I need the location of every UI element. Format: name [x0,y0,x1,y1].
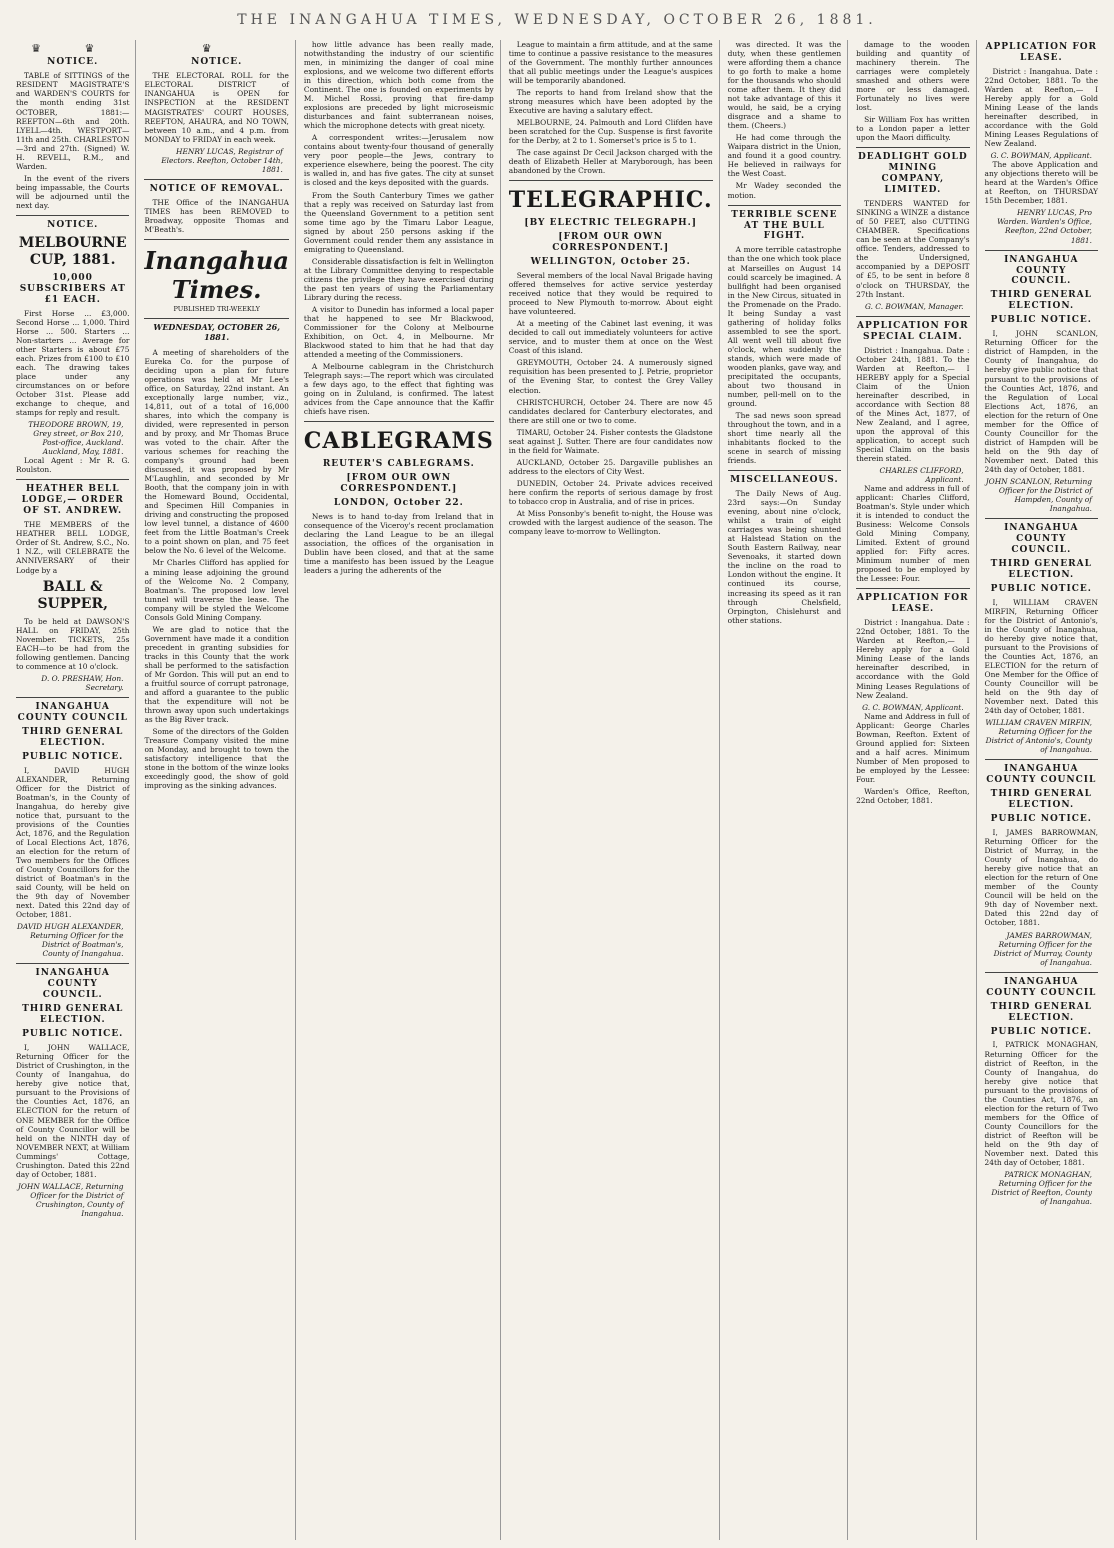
ball-heading: BALL & SUPPER, [37,578,108,612]
council-public-notice: PUBLIC NOTICE. [990,814,1092,825]
news-paragraph: was directed. It was the duty, when these gentlemen were affording them a chance to go forth to make a home for the thousands who should come after them. It they did not take advantage of this it would, he said, be a crying disgrace and a shame to them. (Cheers.) [727,40,842,131]
tele-paragraph: Several members of the local Naval Brigade having offered themselves for active service yesterday received notice that they would be required to proceed to New Plymouth to-morrow. About eight have volunteered. [508,271,713,317]
divider [856,588,969,589]
divider [16,697,129,698]
news-paragraph: MELBOURNE, 24. Palmouth and Lord Clifden have been scratched for the Cup. Suspense is first favorite for the Derby, at 2 to 1. Somerset's price is 5 to 1. [508,118,713,146]
divider [144,239,288,240]
claim-heading: APPLICATION FOR SPECIAL CLAIM. [857,320,969,342]
council-signature: JAMES BARROWMAN, Returning Officer for the District of Murray, County of Inangahua. [993,930,1092,967]
bull-paragraph: A more terrible catastrophe than the one which took place at Marseilles on August 14 could scarcely be imagined. A bullfight had been organised in the New Circus, situated in the Promenade on the Prado. It being Sunday a vast gathering of holiday folks assembled to see the sport. All went well till about five o'clock, when suddenly the stands, which were made of wooden planks, gave way, and precipitated the occupants, about two thousand in number, pell-mell on to the ground. [727,245,842,408]
news-paragraph: Sir William Fox has written to a London paper a letter upon the Maori difficulty. [856,115,970,143]
council-public-notice: PUBLIC NOTICE. [990,315,1092,326]
tender-heading: DEADLIGHT GOLD MINING COMPANY, LIMITED. [857,152,968,196]
telegraphic-heading: TELEGRAPHIC. [508,187,713,214]
crest: ♛ [201,42,232,55]
council-heading: INANGAHUA COUNTY COUNCIL. [35,968,110,1001]
divider [16,479,129,480]
news-paragraph: League to maintain a firm attitude, and at the same time to continue a passive resistance to the measures of the Government. The monthly further announces that all public meetings under the League's auspices will be temporarily abandoned. [508,40,713,86]
council-notice-antonios [985,523,1098,754]
leader-paragraph: We are glad to notice that the Government have made it a condition precedent in granting subsidies for tracks in this County that the work shall be performed to the satisfaction of Mr Gordon. This will put an end to a fruitful source of corrupt patronage, and afford a guarantee to the public that the expenditure will not be thrown away upon such undertakings as the Big River track. [144,624,289,725]
news-paragraph: The case against Dr Cecil Jackson charged with the death of Elizabeth Heller at Maryborough, has been abandoned by the Crown. [508,148,713,176]
removal-notice [144,184,288,234]
warden-office: Warden's Office, Reefton, 22nd October, 1881. [856,786,970,805]
cable-place: LONDON, October 22. [333,497,464,508]
council-signature: WILLIAM CRAVEN MIRFIN, Returning Officer for the District of Antonio's, County of Inangahua. [985,718,1092,755]
council-sub: THIRD GENERAL ELECTION. [990,558,1092,580]
lease-heading: APPLICATION FOR LEASE. [985,42,1098,63]
lodge-heading: HEATHER BELL LODGE,— ORDER OF ST. ANDREW. [21,484,124,517]
council-body: I, JOHN WALLACE, Returning Officer for the District of Crushington, in the County of Inangahua, do hereby give notice that, pursuant to the Provisions of the Counties Act, 1876, an ELECTION for the return of ONE MEMBER for the Office of County Councillor will be held on the NINTH day of NOVEMBER NEXT, at William Cummings' Cottage, Crushington. Dated this 22nd day of October, 1881. [16,1043,130,1179]
divider [509,180,713,181]
tele-paragraph: CHRISTCHURCH, October 24. There are now 45 candidates declared for Canterbury electorates, and there are still one or two to come. [508,397,713,425]
bull-heading: TERRIBLE SCENE AT THE BULL FIGHT. [731,209,838,242]
lease-body: District : Inangahua. Date : 22nd October, 1881. To the Warden at Reefton,— I Hereby apply for a Gold Mining Lease of the lands hereinafter described, in accordance with the Gold Mining Leases Regulations of New Zealand. [984,66,1098,149]
misc-continued [856,40,969,142]
council-signature: DAVID HUGH ALEXANDER, Returning Officer for the District of Boatman's, County of Inangahua. [16,922,124,959]
divider [985,972,1098,973]
leader-paragraph: Mr Charles Clifford has applied for a mining lease adjoining the ground of the Welcome No. 2 Company, Boatman's. The proposed low level tunnel will traverse the lease. The company will be styled the Welcome Consols Gold Mining Company. [144,558,289,622]
page-columns [14,40,1104,1540]
cable-body: News is to hand to-day from Ireland that in consequence of the Viceroy's recent proclamation declaring the Land League to be an illegal association, the offices of the organisation in Dublin have been closed, and that at the same time a manifesto has been issued by the League leaders a juring the adherents of the [303,511,494,576]
council-sub: THIRD GENERAL ELECTION. [22,1004,124,1026]
tele-source: [FROM OUR OWN CORRESPONDENT.] [552,232,670,254]
council-signature: JOHN WALLACE, Returning Officer for the District of Crushington, County of Inangahua. [17,1181,124,1218]
cup-agent: Local Agent : Mr R. G. Roulston. [16,456,130,475]
lease-notice [985,42,1098,245]
telegraphic-section [509,218,713,536]
council-sub: THIRD GENERAL ELECTION. [22,726,124,748]
tender-signature: G. C. BOWMAN, Manager. [864,301,964,311]
ball-signature: D. O. PRESHAW, Hon. Secretary. [41,673,124,692]
cable-continued [509,40,713,175]
tele-paragraph: GREYMOUTH, October 24. A numerously signed requisition has been presented to J. Petrie, proprietor of the Evening Star, to contest the Grey Valley election. [508,358,713,395]
issue-date: WEDNESDAY, OCTOBER 26, 1881. [153,322,281,343]
divider [856,316,969,317]
railway-report [728,40,841,200]
leader-paragraph: Some of the directors of the Golden Treasure Company visited the mine on Monday, and brought to town the satisfactory intelligence that the stone in the bottom of the winze looks exceedingly good, the show of gold improving as the sinking advances. [144,727,289,791]
cup-advert [16,220,129,475]
tele-paragraph: TIMARU, October 24. Fisher contests the Gladstone seat against J. Sutter. There are four candidates now in the field for Waimate. [508,427,713,455]
council-body: I, WILLIAM CRAVEN MIRFIN, Returning Officer for the District of Antonio's, in the County of Inangahua, do hereby give notice that, pursuant to the Provisions of the Counties Act, 1876, an ELECTION for the return of One Member for the Office of County Councillor will be held on the 9th day of November next. Dated this 24th day of October, 1881. [984,597,1098,716]
council-notice-reefton [985,977,1098,1206]
cup-body: First Horse ... £3,000. Second Horse ... 1,000. Third Horse ... 500. Starters ... Non-starters ... Average for other Starters is about £75 each. Prizes from £100 to £10 each. The drawing takes place under any circumstances on or before October 31st. Please add exchange to cheque, and stamps for reply and result. [16,308,130,418]
leader-article [144,348,288,791]
news-paragraph: Mr Wadey seconded the motion. [727,181,842,200]
removal-heading: NOTICE OF REMOVAL. [149,183,284,194]
crest: ♛ ♛ [31,42,115,55]
council-sub: THIRD GENERAL ELECTION. [990,789,1092,811]
council-body: I, JOHN SCANLON, Returning Officer for the district of Hampden, in the County of Inangahua, do hereby give public notice that pursuant to the provisions of the Counties Act, 1876, and the Regulation of Local Elections Act, 1876, an election for the return of One member for the Office of County Councillor for the district of Hampden will be held on the 9th day of November next. Dated this 24th day of October, 1881. [984,329,1098,474]
cup-sub: 10,000 SUBSCRIBERS AT £1 EACH. [19,272,126,305]
council-signature: JOHN SCANLON, Returning Officer for the District of Hampden, County of Inangahua. [985,476,1092,513]
special-claim-notice [856,321,969,584]
misc-heading: MISCELLANEOUS. [730,475,839,486]
council-body: I, PATRICK MONAGHAN, Returning Officer for the district of Reefton, in the County of Inangahua, do hereby give notice that pursuant to the provisions of the Counties Act, 1876, an election for the return of Two members for the Office of County Councillors for the district of Reefton will be held on the 9th day of November next. Dated this 24th day of October, 1881. [984,1040,1098,1167]
tele-paragraph: At Miss Ponsonby's benefit to-night, the House was crowded with the largest audience of the season. The company leave to-morrow to Wellington. [508,508,713,536]
leader-paragraph: A meeting of shareholders of the Eureka Co. for the purpose of deciding upon a plan for future operations was held at Mr Lee's office, on Saturday, 22nd instant. An exceptionally large number, viz., 14,811, out of a total of 16,000 shares, into which the company is divided, were represented in person and by proxy, and Mr Thomas Bruce was voted to the chair. After the various schemes for reaching the company's ground had been discussed, it was proposed by Mr M'Laughlin, and seconded by Mr Booth, that the company join in with the Homeward Bound, Occidental, and Specimen Hill Companies in driving and constructing the proposed low level tunnel, a distance of 4600 feet from the Little Boatman's Creek to a point shown on plan, and 75 feet below the No. 6 level of the Welcome. [144,347,289,556]
lodge-body: THE MEMBERS of the HEATHER BELL LODGE, Order of St. Andrew, S.C., No. 1 N.Z., will CELEBRATE the ANNIVERSARY of their Lodge by a [16,520,130,575]
cup-heading: MELBOURNE CUP, 1881. [18,234,127,268]
claim-signature: CHARLES CLIFFORD, Applicant. [879,465,964,484]
council-notice-hampden [985,255,1098,513]
notice-signature: HENRY LUCAS, Registrar of Electors. Reefton, October 14th, 1881. [161,146,283,174]
tele-place: WELLINGTON, October 25. [530,257,691,268]
notice-body: THE ELECTORAL ROLL for the ELECTORAL DISTRICT of INANGAHUA is OPEN for INSPECTION at the RESIDENT MAGISTRATES' COURT HOUSES, REEFTON, AHAURA, and NO TOWN, between 10 a.m., and 4 p.m. from MONDAY to FRIDAY in each week. [144,71,289,144]
lease-heading: APPLICATION FOR LEASE. [857,593,969,615]
news-paragraph: A Melbourne cablegram in the Christchurch Telegraph says:—The report which was circulated a few days ago, to the effect that fighting was going on in Zululand, is confirmed. The latest advices from the Cape announce that the Kaffir chiefs have risen. [303,362,494,417]
news-paragraph: From the South Canterbury Times we gather that a reply was received on Saturday last from the Queensland Government to a petition sent some time ago by the Timaru Labor League, signed by about 250 persons asking if the Government could render them any assistance in emigrating to Queensland. [303,190,494,254]
news-paragraph: Considerable dissatisfaction is felt in Wellington at the Library Committee denying to respectable citizens the privilege they have exercised during the past ten years of using the Parliamentary Library during the recess. [303,256,494,302]
divider [856,147,969,148]
council-body: I, DAVID HUGH ALEXANDER, Returning Officer for the District of Boatman's, in the County of Inangahua, do hereby give notice that, pursuant to the provisions of the Counties Act, 1876, and the Regulation of Local Elections Act, 1876, an election for the return of Two members for the Offices of County Councillors for the district of Boatman's in the said County, will be held on the 9th day of November next. Dated this 22nd day of October, 1881. [16,765,130,920]
cup-signature: THEODORE BROWN, 19, Grey street, or Box 210, Post-office, Auckland. Auckland, May, 1881. [28,420,124,457]
news-paragraph: how little advance has been really made, notwithstanding the industry of our scientific men, in minimizing the danger of coal mine explosions, and we welcome two different efforts in this direction, which both come from the Continent. The one is founded on experiments by M. Michel Rossi, proving that fire-damp explosions are preceded by light microseismic disturbances and faint subterranean noises, which the microphone detects with great nicety. [303,40,494,131]
council-public-notice: PUBLIC NOTICE. [990,583,1092,594]
news-paragraph: He had come through the Waipara district in the Union, and found it a good country. He believed in railways for the West Coast. [727,133,842,179]
electoral-notice [144,57,288,173]
nameplate-sub: PUBLISHED TRI-WEEKLY [173,305,260,314]
divider [728,205,841,206]
news-paragraph: A visitor to Dunedin has informed a local paper that he happened to see Mr Blackwood, Commissioner for the Colony at Melbourne Exhibition, on Oct. 4, in Melbourne. Mr Blackwood stated to him that he had that day attended a meeting of the Commissioners. [303,304,494,360]
divider [16,963,129,964]
misc-paragraph: The Daily News of Aug. 23rd says:—On Sunday evening, about nine o'clock, whilst a train of eight carriages was being shunted at Halstead Station on the South Eastern Railway, near Sevenoaks, it started down the incline on the road to London without the engine. It continued its course, increasing its speed as it ran through Chelsfield, Orpington, Chislehurst and other stations. [727,489,842,625]
council-sub: THIRD GENERAL ELECTION. [990,1001,1092,1023]
cablegrams-heading: CABLEGRAMS [303,428,494,455]
council-notice-murray [985,764,1098,966]
cable-source: [FROM OUR OWN CORRESPONDENT.] [340,473,458,495]
notice-note: In the event of the rivers being impassable, the Courts will be adjourned until the next day. [16,173,130,210]
council-body: I, JAMES BARROWMAN, Returning Officer for the District of Murray, in the County of Inangahua, do hereby give notice that an election for the return of One member of the County Council will be held on the 9th day of November next. Dated this 22nd day of October, 1881. [984,828,1098,928]
lease-details: The above Application and any objections thereto will be heard at the Warden's Office at Reefton, on THURSDAY 15th December, 1881. [984,160,1098,206]
divider [144,179,288,180]
council-sub: THIRD GENERAL ELECTION. [990,290,1092,312]
council-heading: INANGAHUA COUNTY COUNCIL [986,976,1097,998]
news-paragraph: The reports to hand from Ireland show that the strong measures which have been adopted by the Executive are having a salutary effect. [508,88,713,116]
bull-paragraph: The sad news soon spread throughout the town, and in a short time nearly all the inhabitants flocked to the scene in search of missing friends. [727,411,842,466]
council-public-notice: PUBLIC NOTICE. [22,751,124,762]
claim-body: District : Inangahua. Date : October 24th, 1881. To the Warden at Reefton,— I HEREBY apply for a Special Claim of the Union hereinafter described, in accordance with Section 88 of the Mines Act, 1877, of New Zealand, and I agree, upon the approval of this application, to accept such Special Claim on the basis therein stated. [856,345,970,463]
tender-body: TENDERS WANTED for SINKING a WINZE a distance of 50 FEET, also CUTTING CHAMBER. Specifications can be seen at the Company's office. Tenders, addressed to the Undersigned, accompanied by a DEPOSIT of £5, to be sent in before 8 o'clock on THURSDAY, the 27th Instant. [856,199,970,299]
tele-sub: [BY ELECTRIC TELEGRAPH.] [524,218,698,229]
column-7 [983,40,1104,1540]
lodge-advert [16,484,129,692]
column-1 [14,40,136,1540]
council-notice-1 [16,702,129,959]
lease-details: Name and Address in full of Applicant: George Charles Bowman, Reefton. Extent of Ground applied for: Sixteen and a half acres. Minimum Number of Men proposed to be employed by the Lessee: Four. [856,711,970,784]
divider [304,421,494,422]
council-heading: INANGAHUA COUNTY COUNCIL. [1004,522,1079,555]
bull-fight-article [728,210,841,466]
newspaper-nameplate: Inangahua Times. [144,245,289,305]
tender-advert [856,152,969,310]
council-heading: INANGAHUA COUNTY COUNCIL. [1004,254,1079,287]
tele-paragraph: At a meeting of the Cabinet last evening, it was decided to call out immediately volunteers for active service, and to muster them at once on the West Coast of this island. [508,319,713,356]
notice-body: TABLE of SITTINGS of the RESIDENT MAGISTRATE'S and WARDEN'S COURTS for the month ending 31st OCTOBER, 1881:— REEFTON—6th and 20th. LYELL—4th. WESTPORT—11th and 25th. CHARLESTON—3rd and 27th. (Signed) W. H. REVELL, R.M., and Warden. [16,71,130,171]
divider [16,215,129,216]
council-signature: PATRICK MONAGHAN, Returning Officer for the District of Reefton, County of Inangahua. [991,1169,1092,1206]
cablegrams-section [304,459,494,575]
miscellaneous-section [728,475,841,624]
council-heading: INANGAHUA COUNTY COUNCIL [986,764,1097,786]
cable-sub: REUTER'S CABLEGRAMS. [322,459,475,470]
council-notice-2 [16,968,129,1217]
masthead: THE INANGAHUA TIMES, WEDNESDAY, OCTOBER 26, 1881. [237,12,877,28]
news-paragraph: A correspondent writes:—Jerusalem now contains about twenty-four thousand of generally very poor people—the Jews, contrary to experience elsewhere, being the poorest. The city is walled in, and has five gates. The city at sunset is closed and the keys deposited with the guards. [303,133,494,188]
divider [144,318,288,319]
council-public-notice: PUBLIC NOTICE. [990,1026,1092,1037]
lease-body: District : Inangahua. Date : 22nd October, 1881. To the Warden at Reefton,— I Hereby apply for a Gold Mining Lease of the lands hereinafter described, in accordance with the Gold Mining Leases Regulations of New Zealand. [856,618,970,700]
claim-details: Name and address in full of applicant: Charles Clifford, Boatman's. Style under which it is intended to conduct the Business: Welcome Consols Gold Mining Company, Limited. Extent of ground applied for: Fifty acres. Minimum number of men proposed to be employed by the Lessee: Four. [856,484,970,584]
divider [985,518,1098,519]
lease-notice [856,593,969,805]
council-public-notice: PUBLIC NOTICE. [22,1029,124,1040]
notice-heading: NOTICE. [191,57,243,68]
news-items [304,40,494,416]
sittings-notice [16,57,129,209]
divider [985,250,1098,251]
council-heading: INANGAHUA COUNTY COUNCIL [17,701,128,723]
ball-body: To be held at DAWSON'S HALL on FRIDAY, 25th November. TICKETS, 25s EACH—to be had from the following gentlemen. Dancing to commence at 10 o'clock. [16,616,130,671]
lease-signature: G. C. BOWMAN, Applicant. [862,702,964,712]
column-4 [507,40,720,1540]
cup-notice: NOTICE. [47,219,99,230]
column-6 [854,40,976,1540]
tele-paragraph: AUCKLAND, October 25. Dargaville publishes an address to the electors of City West. [508,457,713,476]
tele-paragraph: DUNEDIN, October 24. Private advices received here confirm the reports of serious damage by frost to tobacco crop in Australia, and of rise in prices. [508,478,713,506]
notice-heading: NOTICE. [47,57,99,68]
column-5 [726,40,848,1540]
removal-body: THE Office of the INANGAHUA TIMES has been REMOVED to Broadway, opposite Thomas and M'Beath's. [144,197,289,234]
news-paragraph: damage to the wooden building and quantity of machinery therein. The carriages were completely smashed and others were more or less damaged. Fortunately no lives were lost. [856,40,970,113]
divider [985,759,1098,760]
column-3 [302,40,501,1540]
lease-signature: HENRY LUCAS, Pro Warden. Warden's Office, Reefton, 22nd October, 1881. [997,208,1092,245]
column-2 [142,40,295,1540]
lease-signature: G. C. BOWMAN, Applicant. [990,151,1092,161]
divider [728,470,841,471]
